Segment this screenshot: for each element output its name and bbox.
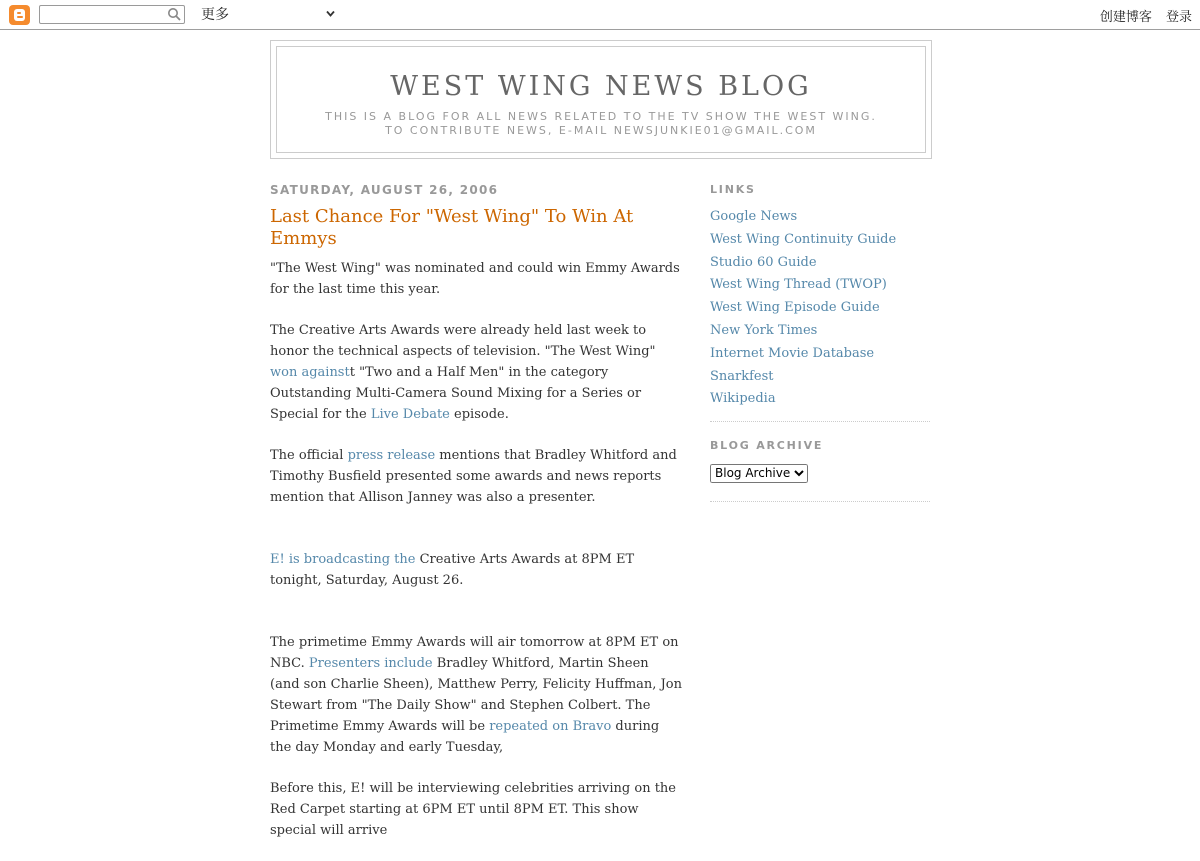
post-body — [270, 258, 682, 841]
search-input[interactable] — [39, 5, 185, 24]
blogger-logo-icon[interactable] — [9, 5, 30, 25]
live-debate-link[interactable]: Live Debate — [370, 407, 450, 422]
press-release-link[interactable]: press release — [347, 448, 436, 463]
imdb-link[interactable]: Internet Movie Database — [710, 345, 875, 361]
sidebar-link-item — [710, 252, 930, 275]
sidebar — [710, 182, 930, 518]
blog-title[interactable]: WEST WING NEWS BLOG — [390, 71, 812, 102]
sidebar-link-item — [710, 320, 930, 343]
sidebar-link-item — [710, 229, 930, 252]
post-paragraph: E! is broadcasting the Creative Arts Awards at 8PM ET tonight, Saturday, August 26. — [270, 552, 635, 588]
more-menu[interactable]: 更多 — [201, 7, 229, 23]
repeated-on-bravo-link[interactable]: repeated on Bravo — [489, 719, 612, 734]
post-title[interactable]: Last Chance For "West Wing" To Win At Emmys — [270, 206, 634, 249]
post-date: SATURDAY, AUGUST 26, 2006 — [270, 183, 499, 197]
post-paragraph: The official press release mentions that Bradley Whitford and Timothy Busfield presented some awards and news reports mention that Allison Janney was also a presenter. — [270, 448, 677, 505]
studio-60-guide-link[interactable]: Studio 60 Guide — [710, 254, 817, 270]
post-paragraph: The primetime Emmy Awards will air tomorrow at 8PM ET on NBC. Presenters include Bradley Whitford, Martin Sheen (and son Charlie Sheen), Matthew Perry, Felicity Huffman, Jon Stewart from "The Daily Show" and Stephen Colbert. The Primetime Emmy Awards will be repeated on Bravo during the day Monday and early Tuesday, — [270, 635, 682, 755]
twop-thread-link[interactable]: West Wing Thread (TWOP) — [710, 277, 887, 293]
new-york-times-link[interactable]: New York Times — [710, 322, 818, 338]
snarkfest-link[interactable]: Snarkfest — [710, 368, 774, 384]
links-list — [710, 206, 930, 411]
login-link[interactable]: 登录 — [1165, 10, 1192, 25]
presenters-include-link[interactable]: Presenters include — [308, 656, 433, 671]
blog-archive-select[interactable] — [710, 464, 808, 483]
blog-header-inner — [276, 46, 926, 153]
wikipedia-link[interactable]: Wikipedia — [710, 391, 776, 407]
post-paragraph: The Creative Arts Awards were already held last week to honor the technical aspects of television. "The West Wing" won againstt "Two and a Half Men" in the category Outstanding Multi-Camera Sound Mixing for a Series or Special for the Live Debate episode. — [270, 323, 656, 422]
sidebar-link-item — [710, 274, 930, 297]
links-heading: LINKS — [710, 183, 756, 196]
sidebar-link-item — [710, 388, 930, 411]
archive-heading: BLOG ARCHIVE — [710, 439, 824, 453]
search-icon[interactable] — [167, 7, 181, 21]
episode-guide-link[interactable]: West Wing Episode Guide — [710, 300, 880, 316]
blog-header — [270, 40, 932, 159]
sidebar-divider — [710, 501, 930, 502]
e-broadcasting-link[interactable]: E! is broadcasting the — [270, 552, 416, 567]
post-paragraph: Before this, E! will be interviewing celebrities arriving on the Red Carpet starting at 6PM ET until 8PM ET. This show special will arrive — [270, 781, 676, 838]
won-against-link[interactable]: won against — [270, 365, 350, 380]
sidebar-link-item — [710, 297, 930, 320]
continuity-guide-link[interactable]: West Wing Continuity Guide — [710, 231, 897, 247]
sidebar-link-item — [710, 366, 930, 389]
sidebar-link-item — [710, 343, 930, 366]
blog-description: THIS IS A BLOG FOR ALL NEWS RELATED TO THE TV SHOW THE WEST WING. TO CONTRIBUTE NEWS, E-MAIL NEWSJUNKIE01@GMAIL.COM — [325, 110, 877, 137]
main-column — [270, 182, 682, 861]
sidebar-link-item — [710, 206, 930, 229]
post-paragraph: "The West Wing" was nominated and could win Emmy Awards for the last time this year. — [270, 261, 680, 297]
create-blog-link[interactable]: 创建博客 — [1099, 10, 1152, 25]
google-news-link[interactable]: Google News — [710, 209, 798, 224]
chevron-down-icon[interactable] — [326, 9, 335, 18]
blogger-navbar — [0, 0, 1200, 30]
sidebar-divider — [710, 421, 930, 422]
